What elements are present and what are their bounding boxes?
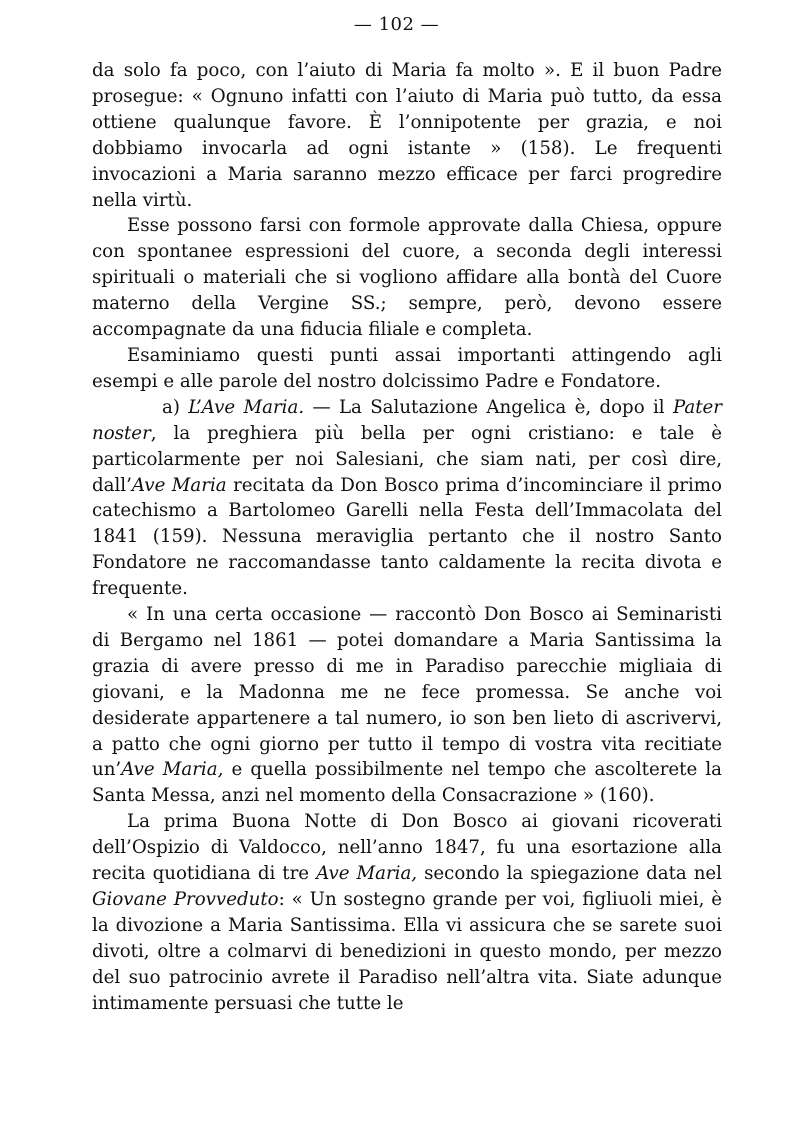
italic-text: L’Ave Maria. — [188, 396, 305, 418]
paragraph — [92, 395, 722, 602]
text-run: secondo la spiegazione data nel — [417, 863, 722, 885]
italic-text: Pater noster — [92, 396, 722, 444]
paragraph — [92, 343, 722, 395]
text-run: Esaminiamo questi punti assai importanti attingendo agli esempi e alle parole del nostro dolcissimo Padre e Fondatore. — [92, 344, 722, 392]
italic-text: Ave Maria, — [121, 759, 224, 781]
text-run: , la preghiera più bella per ogni cristiano: e tale è particolarmente per noi Salesiani, che siam nati, per così dire, dall’ — [92, 422, 722, 496]
paragraph — [92, 213, 722, 343]
text-run: « In una certa occasione — raccontò Don Bosco ai Seminaristi di Bergamo nel 1861 — potei domandare a Maria Santissima la grazia di avere presso di me in Paradiso parecchie migliaia di giovani, e la Madonna me ne fece promessa. Se anche voi desiderate appartenere a tal numero, io son ben lieto di ascrivervi, a patto che ogni giorno per tutto il tempo di vostra vita recitiate un’ — [92, 604, 722, 781]
text-run: a) — [162, 396, 189, 418]
text-run: e quella possibilmente nel tempo che ascolterete la Santa Messa, anzi nel momento della Consacrazione » (160). — [92, 759, 723, 807]
italic-text: Ave Maria, — [316, 863, 418, 885]
page-number: — 102 — — [353, 14, 440, 35]
text-run: recitata da Don Bosco prima d’incominciare il primo catechismo a Bartolomeo Garelli nella Festa dell’Immacolata del 1841 (159). Nessuna meraviglia pertanto che il nostro Santo Fondatore ne raccomandasse tanto caldamente la recita divota e frequente. — [92, 474, 722, 600]
paragraph — [92, 809, 722, 1016]
text-run: da solo fa poco, con l’aiuto di Maria fa molto ». E il buon Padre prosegue: « Ognuno infatti con l’aiuto di Maria può tutto, da essa ottiene qualunque favore. È l’onnipotente per grazia, e noi dobbiamo invocarla ad ogni istante » (158). Le frequenti invocazioni a Maria saranno mezzo efficace per farci progredire nella virtù. — [92, 60, 722, 211]
italic-text: Ave Maria — [131, 474, 227, 496]
text-run: Esse possono farsi con formole approvate dalla Chiesa, oppure con spontanee espressioni del cuore, a seconda degli interessi spirituali o materiali che si vogliono affidare alla bontà del Cuore materno della Vergine SS.; sempre, però, devono essere accompagnate da una fiducia filiale e completa. — [92, 215, 722, 341]
text-run: : « Un sostegno grande per voi, figliuoli miei, è la divozione a Maria Santissima. Ella vi assicura che se sarete suoi divoti, oltre a colmarvi di benedizioni in questo mondo, per mezzo del suo patrocinio avrete il Paradiso nell’altra vita. Siate adunque intimamente persuasi che tutte le — [92, 889, 723, 1014]
italic-text: Giovane Provveduto — [92, 889, 279, 910]
body-text — [92, 58, 722, 1017]
text-run: La prima Buona Notte di Don Bosco ai giovani ricoverati dell’Ospizio di Valdocco, nell’anno 1847, fu una esortazione alla recita quotidiana di tre — [92, 811, 722, 885]
text-run: — La Salutazione Angelica è, dopo il — [304, 396, 673, 418]
paragraph — [92, 58, 722, 213]
paragraph — [92, 602, 722, 809]
